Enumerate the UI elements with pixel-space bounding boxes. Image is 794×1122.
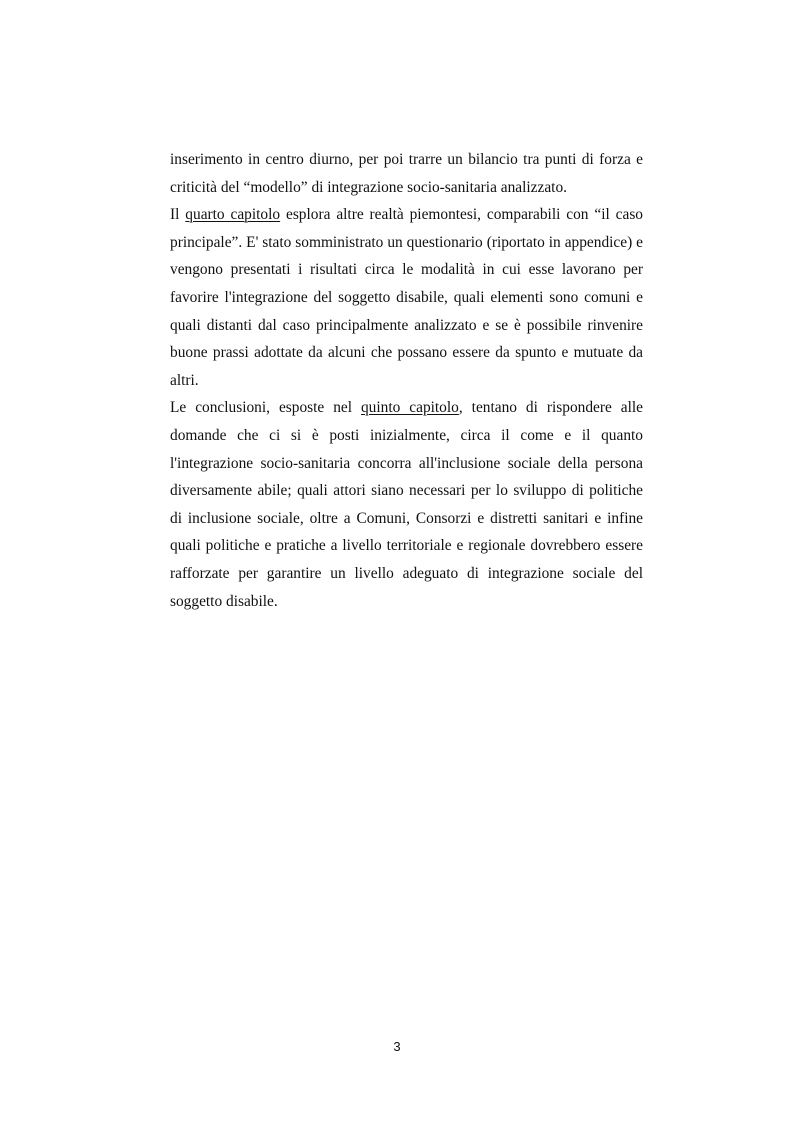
paragraph-prefix: Il (170, 206, 186, 224)
paragraph-text: inserimento in centro diurno, per poi trarre un bilancio tra punti di forza e criticità del “modello” di integrazione socio-sanitaria analizzato. (170, 151, 643, 196)
paragraph-intro-continuation (170, 146, 643, 201)
paragraph-conclusioni (170, 394, 643, 615)
page-number: 3 (393, 1039, 401, 1054)
body-text (170, 146, 643, 615)
chapter-reference-quarto: quarto capitolo (185, 206, 281, 224)
chapter-reference-quinto: quinto capitolo (360, 399, 459, 417)
paragraph-quarto-capitolo (170, 201, 643, 394)
paragraph-prefix: Le conclusioni, esposte nel (170, 399, 361, 417)
paragraph-suffix: esplora altre realtà piemontesi, comparabili con “il caso principale”. E' stato somministrato un questionario (riportato in appendice) e vengono presentati i risultati circa le modalità in cui esse lavorano per favorire l'integrazione del soggetto disabile, quali elementi sono comuni e quali distanti dal caso principalmente analizzato e se è possibile rinvenire buone prassi adottate da alcuni che possano essere da spunto e mutuate da altri. (170, 206, 644, 389)
paragraph-suffix: , tentano di rispondere alle domande che ci si è posti inizialmente, circa il come e il quanto l'integrazione socio-sanitaria concorra all'inclusione sociale della persona diversamente abile; quali attori siano necessari per lo sviluppo di politiche di inclusione sociale, oltre a Comuni, Consorzi e distretti sanitari e infine quali politiche e pratiche a livello territoriale e regionale dovrebbero essere rafforzate per garantire un livello adeguato di integrazione sociale del soggetto disabile. (170, 399, 643, 610)
